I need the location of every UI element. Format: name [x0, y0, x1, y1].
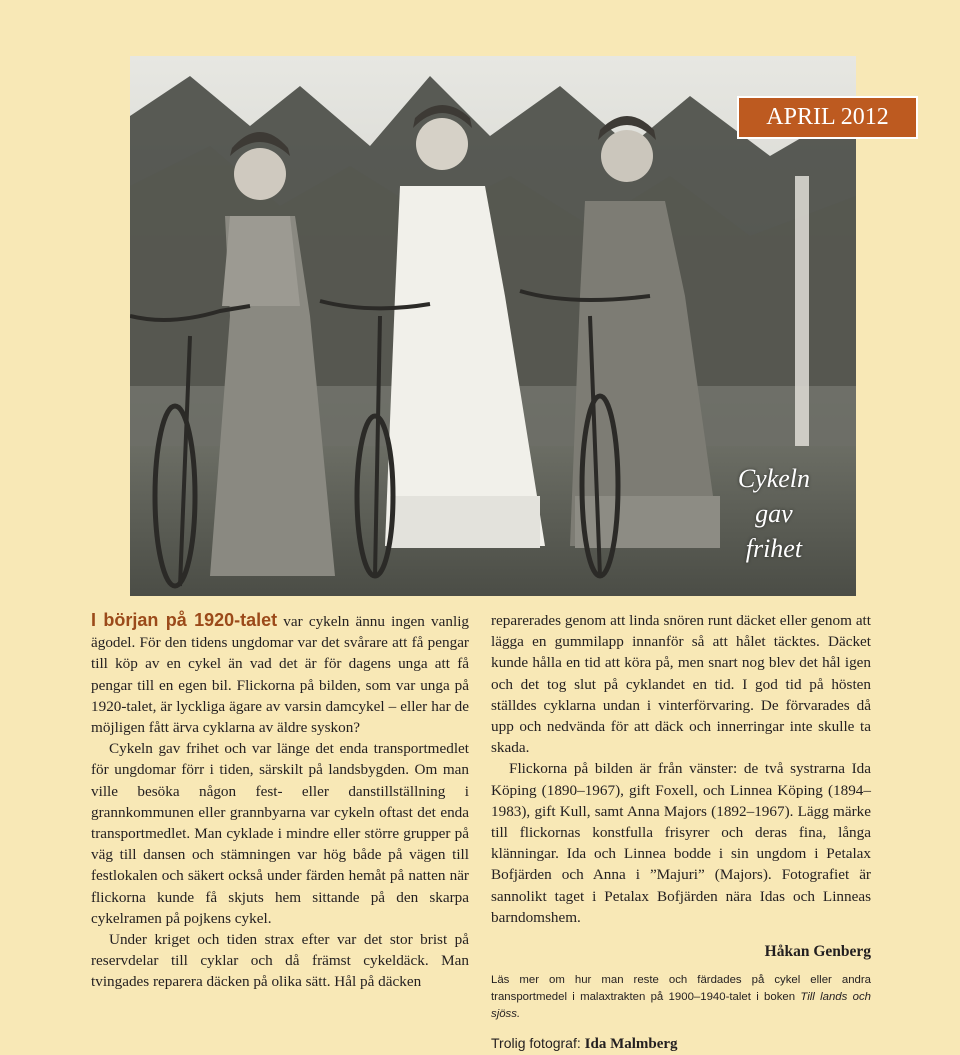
article-paragraph: reparerades genom att linda snören runt däcket eller genom att lägga en gummilapp innanför så att hålet täcktes. Däcket kunde hålla en tid att köra på, men snart nog blev det hål igen och det tog slut på cyklandet en tid. I god tid på hösten ställdes cyklarna undan i vinterförvaring. De förvarades då upp och nedvända för att däck och innerringar inte skulle ta skada.	[491, 612, 871, 757]
article-paragraph	[91, 610, 469, 738]
article-paragraph: Flickorna på bilden är från vänster: de två systrarna Ida Köping (1890–1967), gift Foxell, och Linnea Köping (1894–1983), gift Kull, samt Anna Majors (1892–1967). Lägg märke till flickornas konstfulla frisyrer och deras fina, långa klänningar. Ida och Linnea bodde i sin ungdom i Petalax Bofjärden och Anna i ”Majuri” (Majors). Fotografiet är sannolikt taget i Petalax Bofjärden nära Idas och Linneas barndomshem.	[491, 760, 871, 926]
article-paragraph: Cykeln gav frihet och var länge det enda transportmedlet för ungdomar förr i tiden, särskilt på landsbygden. Om man ville besöka någon fest- eller danstillställning i grannkommunen eller grannbyarna var cykeln oftast det enda transportmedlet. Man cyklade i mindre eller större grupper på väg till dansen och stämningen var hög både på vägen till festlokalen och säkert också under färden hemåt på natten när flickorna kunde få skjuts hem sittande på den skarpa cykelramen på pojkens cykel.	[91, 740, 469, 927]
article-column-right	[491, 610, 871, 1055]
article-lead: I början på 1920-talet	[91, 610, 278, 630]
author-name: Håkan Genberg	[764, 943, 871, 961]
credit-label: Trolig fotograf:	[491, 1035, 585, 1052]
author-byline	[491, 941, 871, 962]
caption-line: Cykeln	[737, 464, 810, 493]
photo-caption	[738, 461, 810, 566]
caption-line: gav	[755, 499, 793, 528]
photographer-name: Ida Malmberg	[584, 1036, 678, 1053]
book-note	[491, 972, 871, 1023]
article-paragraph: Under kriget och tiden strax efter var det stor brist på reservdelar till cyklar och då främst cykeldäck. Man tvingades reparera däcken på olika sätt. Hål på däcken	[91, 931, 469, 991]
issue-date-badge: APRIL 2012	[737, 96, 918, 139]
caption-line: frihet	[745, 534, 803, 563]
article-column-left	[91, 610, 469, 993]
note-text: Läs mer om hur man reste och färdades på cykel eller andra transportmedel i malaxtrakten på 1900–1940-talet i boken	[491, 974, 871, 1004]
photo-credit	[491, 1033, 871, 1055]
book-title: Till lands och sjöss.	[491, 991, 871, 1021]
paragraph-text: var cykeln ännu ingen vanlig ägodel. För den tidens ungdomar var det svårare att få pengar till köp av en cykel än vad det är för dagens unga att få pengar till en egen bil. Flickorna på bilden, som var unga på 1920-talet, är lyckliga ägare av varsin damcykel – eller har de möjligen fått ärva cyklarna av äldre syskon?	[91, 613, 470, 737]
